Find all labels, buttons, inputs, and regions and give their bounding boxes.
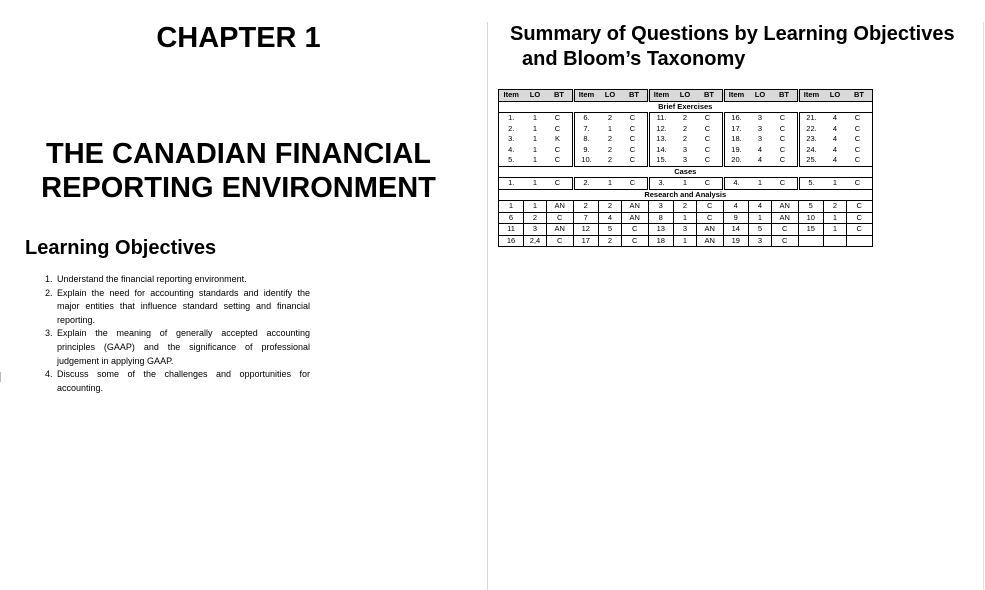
left-page [0, 0, 487, 590]
cell-item: 4. [499, 145, 524, 156]
column-header-lo: LO [524, 90, 547, 102]
cell-bt: C [772, 145, 799, 156]
cell-lo: 1 [524, 201, 547, 213]
cell-bt: C [622, 145, 649, 156]
summary-title-line2: and Bloom’s Taxonomy [522, 48, 746, 70]
chapter-title-line2: REPORTING ENVIRONMENT [41, 172, 436, 204]
objective-item: 2. Explain the need for accounting standards and identify the major entities that influence standard setting and financial reporting. [45, 287, 310, 325]
cell-lo: 1 [749, 178, 772, 190]
cell-lo: 1 [674, 212, 697, 224]
cell-item: 11. [648, 113, 674, 124]
column-header-item: Item [648, 90, 674, 102]
cell-item: 12. [656, 123, 667, 133]
cell-bt: C [622, 113, 649, 124]
cell-bt: C [697, 155, 724, 166]
cell-item [798, 235, 824, 247]
section-research-analysis: Research and Analysis [499, 189, 873, 201]
cell-item: 20. [723, 155, 749, 166]
table-row [499, 201, 873, 213]
column-header-lo: LO [674, 90, 697, 102]
cell-bt: AN [622, 201, 649, 213]
cell-lo: 1 [824, 212, 847, 224]
cell-lo: 1 [674, 178, 697, 190]
cell-lo: 2 [607, 134, 613, 144]
summary-title [510, 22, 980, 72]
cell-bt: C [772, 155, 799, 166]
cell-lo: 1 [607, 123, 613, 133]
table-row [499, 178, 873, 190]
cell-lo: 2 [824, 201, 847, 213]
column-header-bt: BT [772, 90, 799, 102]
cell-bt: C [547, 235, 574, 247]
cell-lo: 3 [674, 155, 697, 166]
cell-item: 5. [798, 178, 824, 190]
cell-item: 9. [583, 144, 590, 154]
cell-item: 5 [798, 201, 824, 213]
cell-lo: 3 [682, 144, 688, 154]
cell-bt: C [547, 124, 574, 135]
cell-bt: K [547, 134, 574, 145]
cell-item: 7. [583, 123, 590, 133]
cell-lo: 1 [532, 123, 538, 133]
cell-lo: 1 [824, 224, 847, 236]
chapter-title-line1: THE CANADIAN FINANCIAL [45, 138, 432, 170]
cell-bt: AN [547, 201, 574, 213]
learning-objectives-heading: Learning Objectives [25, 237, 217, 259]
cell-lo: 2 [524, 212, 547, 224]
column-header-item: Item [798, 90, 824, 102]
cell-lo: 2 [599, 155, 622, 166]
cell-item: 2 [573, 201, 599, 213]
cell-bt: C [847, 224, 873, 236]
cell-item: 19 [723, 235, 749, 247]
cell-item: 14 [723, 224, 749, 236]
cell-lo: 3 [757, 123, 763, 133]
cell-bt: C [772, 224, 799, 236]
column-header-lo: LO [599, 90, 622, 102]
cell-lo: 4 [749, 155, 772, 166]
cell-item: 16 [499, 235, 524, 247]
cell-lo: 2 [607, 144, 613, 154]
table-row [499, 113, 873, 124]
cell-bt: C [772, 124, 799, 135]
cell-item: 8. [583, 134, 590, 144]
cell-lo: 4 [599, 212, 622, 224]
cell-item: 24. [806, 144, 817, 154]
objective-item: 1. Understand the financial reporting environment. [45, 274, 247, 284]
summary-title-line1: Summary of Questions by Learning Objectives [510, 23, 955, 45]
column-header-item: Item [573, 90, 599, 102]
cell-bt: C [772, 113, 799, 124]
cell-lo: 4 [832, 144, 838, 154]
cell-lo: 2 [599, 235, 622, 247]
cell-item: 2. [499, 124, 524, 135]
cell-item: 7 [573, 212, 599, 224]
cell-bt: C [622, 178, 649, 190]
table-row [499, 145, 873, 156]
table-row [499, 134, 873, 145]
column-header-bt: BT [847, 90, 873, 102]
cell-bt: AN [547, 224, 574, 236]
cell-item: 2. [573, 178, 599, 190]
cell-item: 17. [731, 123, 742, 133]
cell-item: 8 [648, 212, 674, 224]
cell-bt: C [622, 155, 649, 166]
cell-bt: C [772, 178, 799, 190]
cell-item: 11 [499, 224, 524, 236]
cell-lo: 1 [532, 134, 538, 144]
column-header-bt: BT [547, 90, 574, 102]
cell-bt: C [697, 113, 724, 124]
cell-lo: 2 [599, 201, 622, 213]
cell-lo: 1 [824, 178, 847, 190]
cell-bt: C [547, 145, 574, 156]
cell-item: 3. [499, 134, 524, 145]
objective-item: 3. Explain the meaning of generally accepted accounting principles (GAAP) and the significance of professional judgement in applying GAAP. [45, 328, 310, 366]
cell-bt: C [697, 134, 724, 145]
cell-lo: 1 [674, 235, 697, 247]
cell-item: 10 [798, 212, 824, 224]
cell-item: 15. [648, 155, 674, 166]
column-header-bt: BT [697, 90, 724, 102]
cell-item: 1 [499, 201, 524, 213]
cell-lo: 5 [749, 224, 772, 236]
cell-lo: 4 [832, 134, 838, 144]
table-row [499, 124, 873, 135]
cell-bt: C [847, 145, 873, 156]
cell-lo: 1 [749, 212, 772, 224]
column-header-bt: BT [622, 90, 649, 102]
cell-lo: 2 [682, 123, 688, 133]
cell-bt: C [847, 134, 873, 145]
cell-lo: 1 [524, 113, 547, 124]
chapter-label: CHAPTER 1 [156, 22, 321, 54]
objective-item: 4. Discuss some of the challenges and opportunities for accounting. [45, 369, 310, 393]
table-row [499, 235, 873, 247]
cell-bt: C [847, 201, 873, 213]
cell-lo: 2 [674, 201, 697, 213]
cell-item: 25. [798, 155, 824, 166]
cell-item: 18. [731, 134, 742, 144]
cell-lo: 4 [749, 201, 772, 213]
cell-bt: C [697, 212, 724, 224]
cell-lo: 3 [524, 224, 547, 236]
cell-lo: 3 [674, 224, 697, 236]
cell-bt: C [547, 212, 574, 224]
cell-bt: AN [622, 212, 649, 224]
cell-lo: 1 [524, 155, 547, 166]
table-header-row [499, 90, 873, 102]
cell-item: 10. [573, 155, 599, 166]
cell-bt: C [847, 155, 873, 166]
cell-item: 6 [499, 212, 524, 224]
cell-bt [847, 235, 873, 247]
cell-item: 18 [648, 235, 674, 247]
cell-item: 12 [573, 224, 599, 236]
cell-lo: 2 [599, 113, 622, 124]
cell-item: 1. [499, 178, 524, 190]
table-row [499, 212, 873, 224]
cell-bt: C [697, 178, 724, 190]
cell-item: 22. [806, 123, 817, 133]
cell-item: 13 [648, 224, 674, 236]
cell-bt: C [622, 134, 649, 145]
cell-lo [824, 235, 847, 247]
cell-bt: C [847, 178, 873, 190]
cell-bt: C [547, 178, 574, 190]
cell-bt: C [622, 235, 649, 247]
cell-bt: C [697, 145, 724, 156]
cell-item: 23. [806, 134, 817, 144]
cell-lo: 4 [824, 155, 847, 166]
cell-lo: 5 [599, 224, 622, 236]
cell-item: 4. [723, 178, 749, 190]
cell-lo: 2 [674, 113, 697, 124]
cell-bt: C [847, 212, 873, 224]
questions-table [498, 89, 873, 247]
cell-bt: C [847, 124, 873, 135]
table-row [499, 224, 873, 236]
cell-item: 3 [648, 201, 674, 213]
column-header-item: Item [723, 90, 749, 102]
cell-lo: 3 [757, 134, 763, 144]
cell-bt: C [847, 113, 873, 124]
cell-item: 21. [798, 113, 824, 124]
cell-lo: 4 [824, 113, 847, 124]
cell-lo: 2 [682, 134, 688, 144]
cell-item: 16. [723, 113, 749, 124]
cell-bt: C [622, 224, 649, 236]
chapter-title [0, 137, 477, 205]
cell-bt: C [697, 124, 724, 135]
cell-lo: 1 [524, 178, 547, 190]
cell-lo: 4 [832, 123, 838, 133]
section-brief-exercises: Brief Exercises [499, 101, 873, 113]
column-header-item: Item [499, 90, 524, 102]
cell-item: 5. [499, 155, 524, 166]
cell-bt: AN [772, 212, 799, 224]
cell-lo: 2,4 [524, 235, 547, 247]
cell-lo: 1 [599, 178, 622, 190]
cell-item: 3. [648, 178, 674, 190]
learning-objectives-list [45, 273, 310, 395]
right-page [488, 0, 983, 590]
cell-lo: 3 [749, 113, 772, 124]
cell-item: 6. [573, 113, 599, 124]
cell-lo: 3 [749, 235, 772, 247]
cell-item: 14. [656, 144, 667, 154]
cell-item: 15 [798, 224, 824, 236]
cell-item: 1. [499, 113, 524, 124]
cell-item: 9 [723, 212, 749, 224]
column-header-lo: LO [749, 90, 772, 102]
cell-bt: C [772, 134, 799, 145]
cell-bt: C [547, 113, 574, 124]
cell-item: 13. [656, 134, 667, 144]
cell-bt: AN [772, 201, 799, 213]
cell-item: 19. [731, 144, 742, 154]
cell-item: 4 [723, 201, 749, 213]
cell-bt: C [622, 124, 649, 135]
cell-item: 17 [573, 235, 599, 247]
column-header-lo: LO [824, 90, 847, 102]
cell-bt: C [697, 201, 724, 213]
cell-bt: AN [697, 235, 724, 247]
cell-lo: 1 [532, 144, 538, 154]
page-edge [983, 22, 984, 590]
cell-bt: C [547, 155, 574, 166]
cell-lo: 4 [757, 144, 763, 154]
section-cases: Cases [499, 166, 873, 178]
cell-bt: AN [697, 224, 724, 236]
table-row [499, 155, 873, 166]
cell-bt: C [772, 235, 799, 247]
